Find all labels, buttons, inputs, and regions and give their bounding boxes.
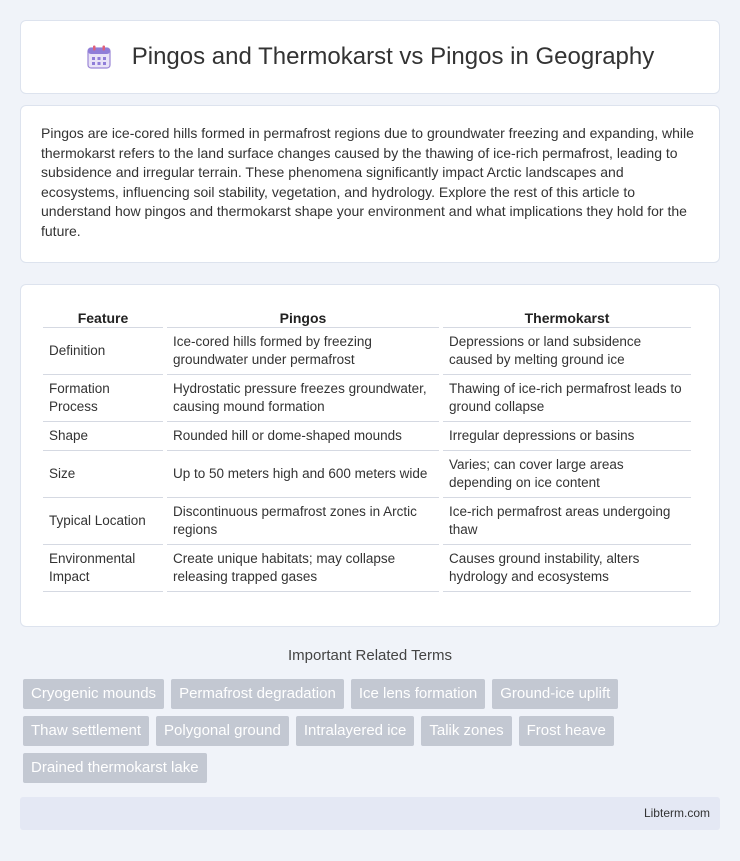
footer-site-link[interactable]: Libterm.com: [643, 806, 710, 820]
table-cell: Size: [43, 451, 163, 498]
table-cell: Thawing of ice-rich permafrost leads to ground collapse: [443, 375, 691, 422]
related-term-tag[interactable]: Permafrost degradation: [171, 679, 344, 709]
table-cell: Shape: [43, 422, 163, 451]
header-pingos: Pingos: [167, 305, 439, 328]
related-term-tag[interactable]: Frost heave: [519, 716, 614, 746]
table-cell: Rounded hill or dome-shaped mounds: [167, 422, 439, 451]
related-terms-title: Important Related Terms: [288, 647, 452, 664]
table-header-row: [43, 305, 691, 328]
header-feature: Feature: [43, 305, 163, 328]
table-row: [43, 422, 691, 451]
table-cell: Typical Location: [43, 498, 163, 545]
related-terms-list: [23, 679, 723, 783]
table-row: [43, 328, 691, 375]
table-cell: Ice-cored hills formed by freezing groundwater under permafrost: [167, 328, 439, 375]
table-row: [43, 545, 691, 592]
table-cell: Ice-rich permafrost areas undergoing thaw: [443, 498, 691, 545]
table-cell: Environmental Impact: [43, 545, 163, 592]
related-term-tag[interactable]: Thaw settlement: [23, 716, 149, 746]
footer: [20, 797, 720, 830]
intro-text: Pingos are ice-cored hills formed in permafrost regions due to groundwater freezing and expanding, while thermokarst refers to the land surface changes caused by the thawing of ice-rich permafrost, leading to subsidence and irregular terrain. These phenomena significantly impact Arctic landscapes and ecosystems, influencing soil stability, vegetation, and hydrology. Explore the rest of this article to understand how pingos and thermokarst shape your environment and what implications they hold for the future.: [41, 125, 694, 239]
calendar-icon: [86, 44, 112, 70]
related-term-tag[interactable]: Cryogenic mounds: [23, 679, 164, 709]
table-cell: Causes ground instability, alters hydrology and ecosystems: [443, 545, 691, 592]
table-cell: Depressions or land subsidence caused by melting ground ice: [443, 328, 691, 375]
related-term-tag[interactable]: Ground-ice uplift: [492, 679, 618, 709]
related-term-tag[interactable]: Intralayered ice: [296, 716, 415, 746]
table-cell: Up to 50 meters high and 600 meters wide: [167, 451, 439, 498]
page-title: Pingos and Thermokarst vs Pingos in Geography: [131, 43, 655, 70]
related-term-tag[interactable]: Talik zones: [421, 716, 511, 746]
table-cell: Irregular depressions or basins: [443, 422, 691, 451]
comparison-table: [39, 305, 695, 592]
related-term-tag[interactable]: Polygonal ground: [156, 716, 289, 746]
table-row: [43, 451, 691, 498]
table-cell: Create unique habitats; may collapse releasing trapped gases: [167, 545, 439, 592]
comparison-card: [20, 284, 720, 627]
table-row: [43, 375, 691, 422]
table-cell: Formation Process: [43, 375, 163, 422]
table-cell: Definition: [43, 328, 163, 375]
related-term-tag[interactable]: Ice lens formation: [351, 679, 485, 709]
header-thermokarst: Thermokarst: [443, 305, 691, 328]
intro-card: [20, 105, 720, 263]
table-cell: Discontinuous permafrost zones in Arctic regions: [167, 498, 439, 545]
header-card: [20, 20, 720, 94]
table-row: [43, 498, 691, 545]
related-term-tag[interactable]: Drained thermokarst lake: [23, 753, 207, 783]
table-cell: Hydrostatic pressure freezes groundwater, causing mound formation: [167, 375, 439, 422]
table-cell: Varies; can cover large areas depending on ice content: [443, 451, 691, 498]
